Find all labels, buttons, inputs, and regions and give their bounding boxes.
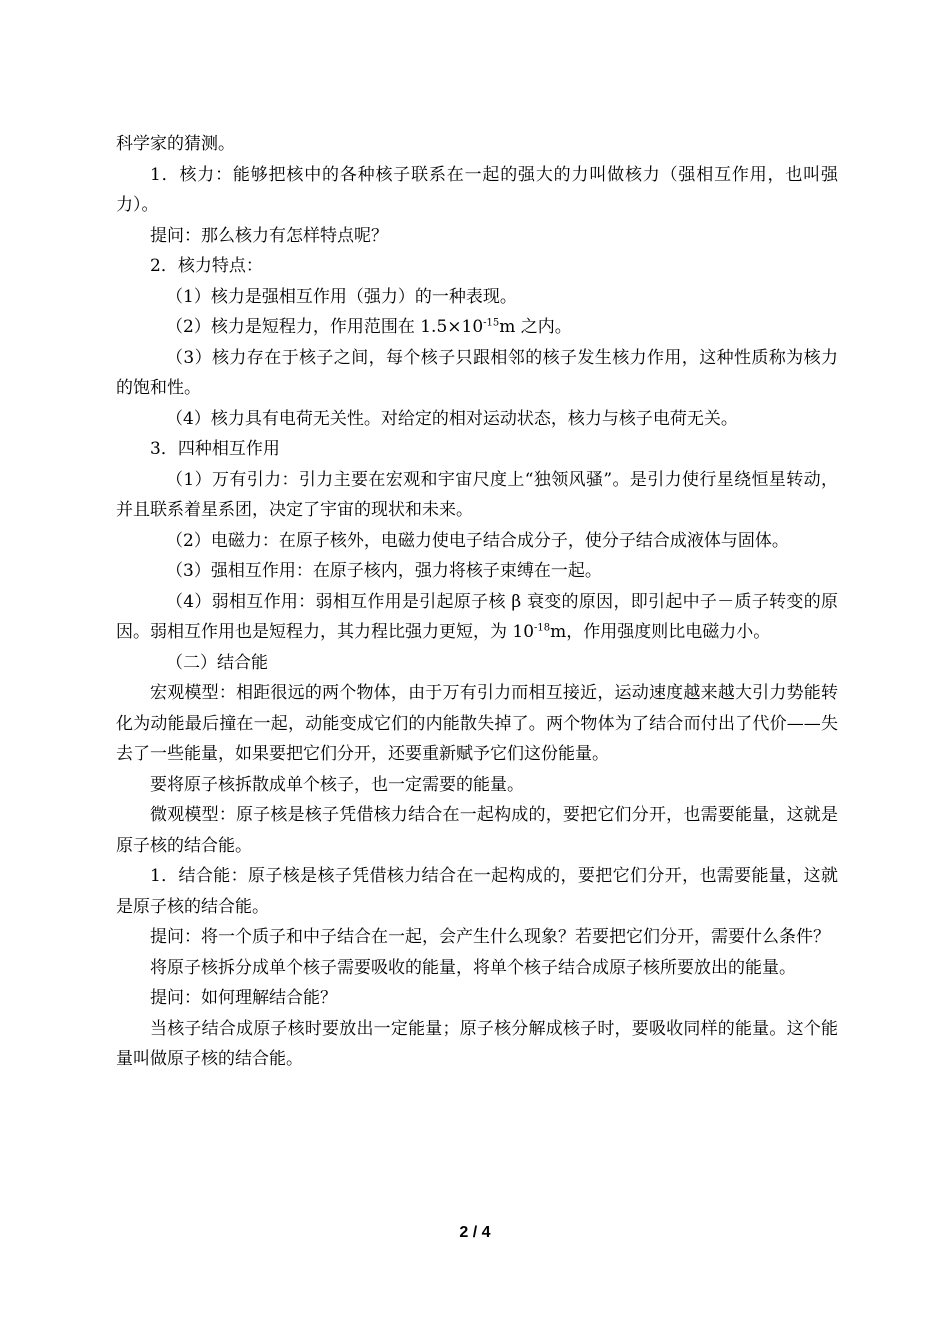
document-body [116, 129, 838, 1075]
exponent: -15 [483, 317, 500, 329]
paragraph: （2）电磁力：在原子核外，电磁力使电子结合成分子，使分子结合成液体与固体。 [166, 530, 789, 551]
paragraph: 1．结合能：原子核是核子凭借核力结合在一起构成的，要把它们分开，也需要能量，这就是原子核的结合能。 [116, 866, 838, 917]
page-number: 2 / 4 [459, 1224, 491, 1241]
paragraph: 2．核力特点： [150, 256, 263, 276]
paragraph: 当核子结合成原子核时要放出一定能量；原子核分解成核子时，要吸收同样的能量。这个能量叫做原子核的结合能。 [116, 1018, 838, 1069]
text-run: （2）核力是短程力，作用范围在 1.5×10 [166, 317, 484, 337]
paragraph: 宏观模型：相距很远的两个物体，由于万有引力而相互接近，运动速度越来越大引力势能转化为动能最后撞在一起，动能变成它们的内能散失掉了。两个物体为了结合而付出了代价——失去了一些能量，如果要把它们分开，还要重新赋予它们这份能量。 [116, 683, 838, 764]
paragraph: （1）核力是强相互作用（强力）的一种表现。 [166, 286, 517, 307]
paragraph: 提问：如何理解结合能？ [150, 988, 337, 1008]
text-run: m，作用强度则比电磁力小。 [550, 622, 771, 642]
exponent: -18 [534, 622, 551, 634]
paragraph: 科学家的猜测。 [116, 134, 235, 154]
paragraph: 3．四种相互作用 [150, 439, 280, 459]
paragraph: （4）核力具有电荷无关性。对给定的相对运动状态，核力与核子电荷无关。 [166, 408, 738, 429]
paragraph [116, 312, 838, 343]
paragraph: （3）强相互作用：在原子核内，强力将核子束缚在一起。 [166, 561, 602, 581]
paragraph: 1．核力：能够把核中的各种核子联系在一起的强大的力叫做核力（强相互作用，也叫强力）。 [116, 164, 838, 215]
paragraph: 将原子核拆分成单个核子需要吸收的能量，将单个核子结合成原子核所要放出的能量。 [150, 957, 796, 978]
paragraph: （1）万有引力：引力主要在宏观和宇宙尺度上“独领风骚”。是引力使行星绕恒星转动，并且联系着星系团，决定了宇宙的现状和未来。 [116, 469, 838, 520]
text-run: （4）弱相互作用：弱相互作用是引起原子核 β 衰变的原因，即引起中子－质子转变的原因。弱相互作用也是短程力，其力程比强力更短，为 10 [116, 591, 838, 642]
paragraph: 要将原子核拆散成单个核子，也一定需要的能量。 [150, 774, 524, 795]
paragraph: 提问：将一个质子和中子结合在一起，会产生什么现象？若要把它们分开，需要什么条件？ [150, 927, 830, 947]
paragraph: 微观模型：原子核是核子凭借核力结合在一起构成的，要把它们分开，也需要能量，这就是原子核的结合能。 [116, 805, 838, 856]
paragraph [116, 587, 838, 648]
paragraph: 提问：那么核力有怎样特点呢？ [150, 225, 388, 246]
paragraph: （3）核力存在于核子之间，每个核子只跟相邻的核子发生核力作用，这种性质称为核力的饱和性。 [116, 347, 838, 398]
text-run: m 之内。 [499, 317, 572, 337]
section-heading: （二）结合能 [166, 652, 268, 673]
